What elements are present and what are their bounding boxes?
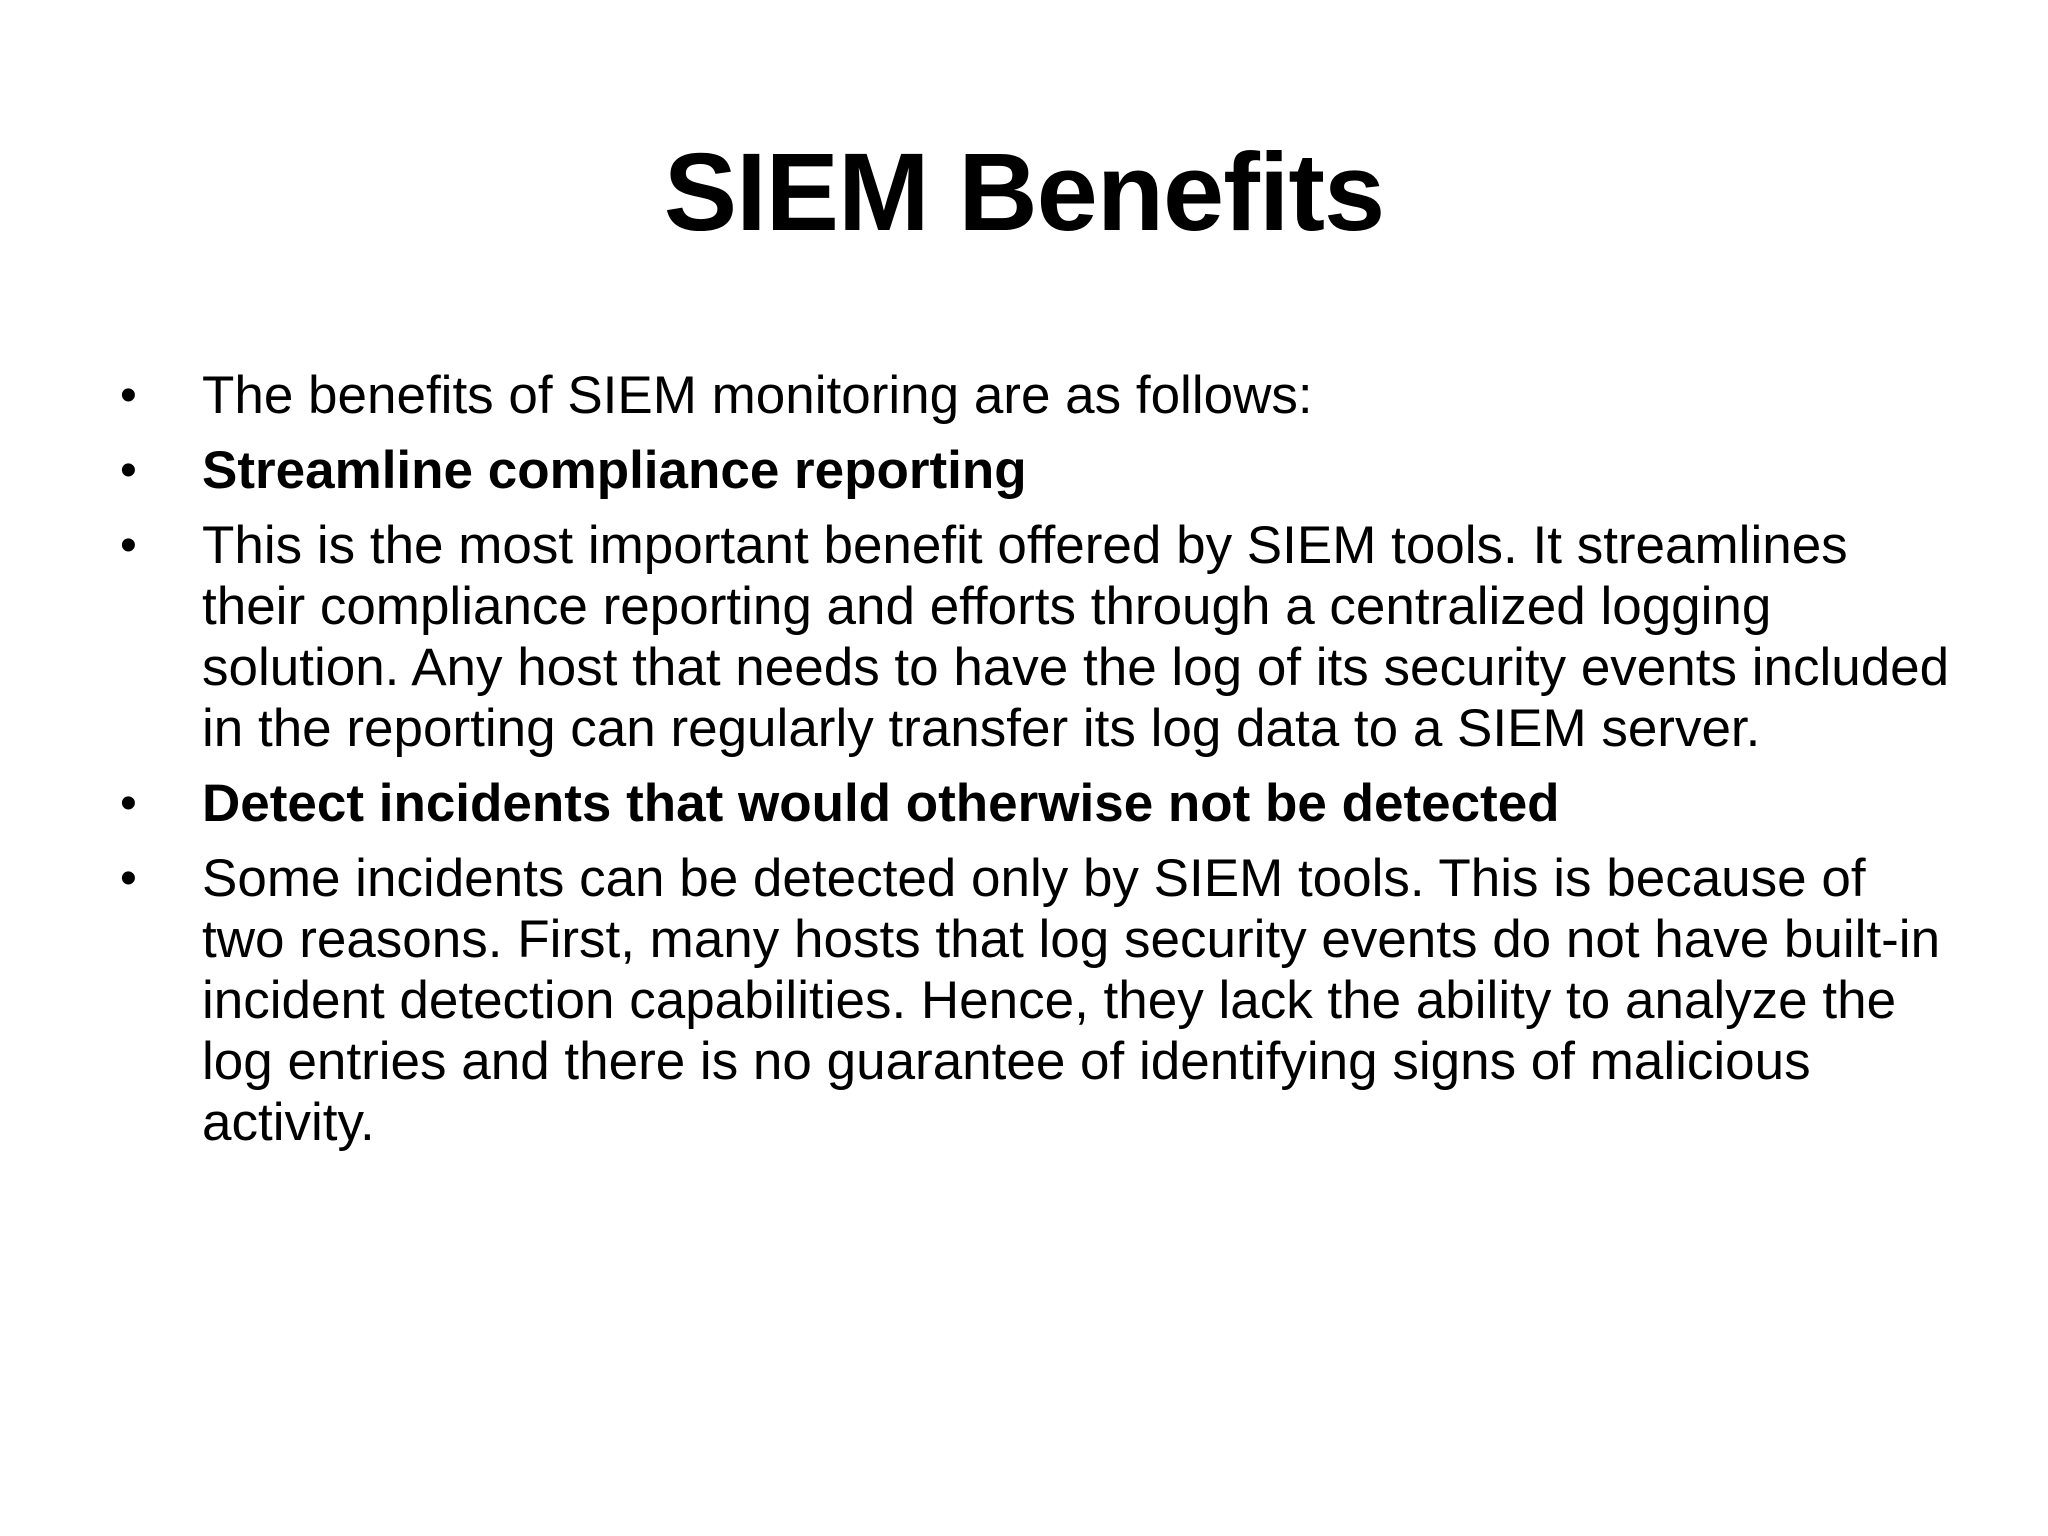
bullet-item-intro	[120, 365, 1960, 426]
bullet-text: Streamline compliance reporting	[202, 441, 1027, 500]
bullet-icon: •	[120, 369, 137, 422]
bullet-text: This is the most important benefit offered by SIEM tools. It streamlines their compliance reporting and efforts through a centralized logging solution. Any host that needs to have the log of its security events included in the reporting can regularly transfer its log data to a SIEM server.	[202, 516, 1950, 758]
bullet-list	[120, 365, 1960, 1167]
bullet-text: Some incidents can be detected only by SIEM tools. This is because of two reasons. First, many hosts that log security events do not have built-in incident detection capabilities. Hence, they lack the ability to analyze the log entries and there is no guarantee of identifying signs of malicious activity.	[202, 849, 1941, 1152]
bullet-text: The benefits of SIEM monitoring are as follows:	[202, 366, 1313, 425]
bullet-icon: •	[120, 444, 137, 497]
bullet-text: Detect incidents that would otherwise not be detected	[202, 774, 1560, 833]
bullet-item-detect-body	[120, 848, 1960, 1153]
slide-title: SIEM Benefits	[663, 131, 1385, 254]
bullet-icon: •	[120, 777, 137, 830]
bullet-item-compliance-body	[120, 515, 1960, 759]
bullet-item-compliance-heading	[120, 440, 1960, 501]
bullet-item-detect-heading	[120, 773, 1960, 834]
bullet-icon: •	[120, 852, 137, 905]
bullet-icon: •	[120, 519, 137, 572]
